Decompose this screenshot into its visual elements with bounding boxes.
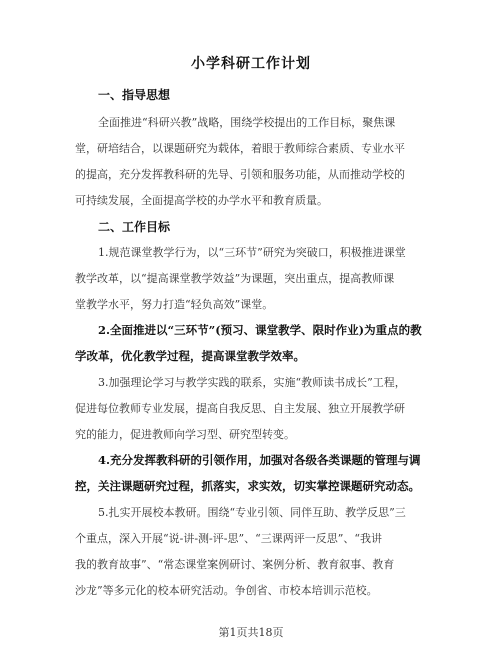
paragraph-line: 究的能力，促进教师向学习型、研究型转变。 (75, 428, 295, 441)
page-footer: 第1页共18页 (218, 626, 284, 639)
paragraph-line: 全面推进“科研兴教”战略，围绕学校提出的工作目标，聚焦课 (98, 116, 396, 129)
paragraph-line: 3.加强理论学习与教学实践的联系，实施“教师读书成长”工程， (98, 376, 406, 389)
paragraph-line: 个重点，深入开展“说-讲-测-评-思”、“三课两评一反思”、“我讲 (75, 532, 382, 545)
paragraph-line: 1.规范课堂教学行为，以“三环节”研究为突破口，积极推进课堂 (98, 246, 406, 259)
paragraph-line-bold: 4.充分发挥教科研的引领作用，加强对各级各类课题的管理与调 (98, 453, 421, 467)
paragraph-line-bold: 控，关注课题研究过程，抓落实，求实效，切实掌控课题研究动态。 (75, 479, 420, 493)
paragraph-line: 可持续发展，全面提高学校的办学水平和教育质量。 (75, 194, 328, 207)
paragraph-line: 教学改革，以“提高课堂教学效益”为课题，突出重点，提高教师课 (75, 272, 395, 285)
paragraph-line: 5.扎实开展校本教研。围绕“专业引领、同伴互助、教学反思”三 (98, 506, 406, 519)
paragraph-line: 堂，研培结合，以课题研究为载体，着眼于教师综合素质、专业水平 (75, 142, 405, 155)
paragraph-line: 沙龙”等多元化的校本研究活动。争创省、市校本培训示范校。 (75, 584, 378, 597)
paragraph-line: 堂教学水平，努力打造“轻负高效”课堂。 (75, 298, 274, 311)
paragraph-line: 我的教育故事”、“常态课堂案例研讨、案例分析、教育叙事、教育 (75, 558, 395, 571)
paragraph-line-bold: 学改革，优化教学过程，提高课堂教学效率。 (75, 349, 305, 363)
section-heading-work-goals: 二、工作目标 (98, 220, 171, 234)
paragraph-line: 的提高，充分发挥教科研的先导、引领和服务功能，从而推动学校的 (75, 168, 405, 181)
document-title: 小学科研工作计划 (191, 56, 311, 72)
section-heading-guiding-ideology: 一、指导思想 (98, 88, 171, 102)
paragraph-line-bold: 2.全面推进以“三环节”(预习、课堂教学、限时作业)为重点的教 (98, 323, 422, 337)
paragraph-line: 促进每位教师专业发展，提高自我反思、自主发展、独立开展教学研 (75, 402, 405, 415)
